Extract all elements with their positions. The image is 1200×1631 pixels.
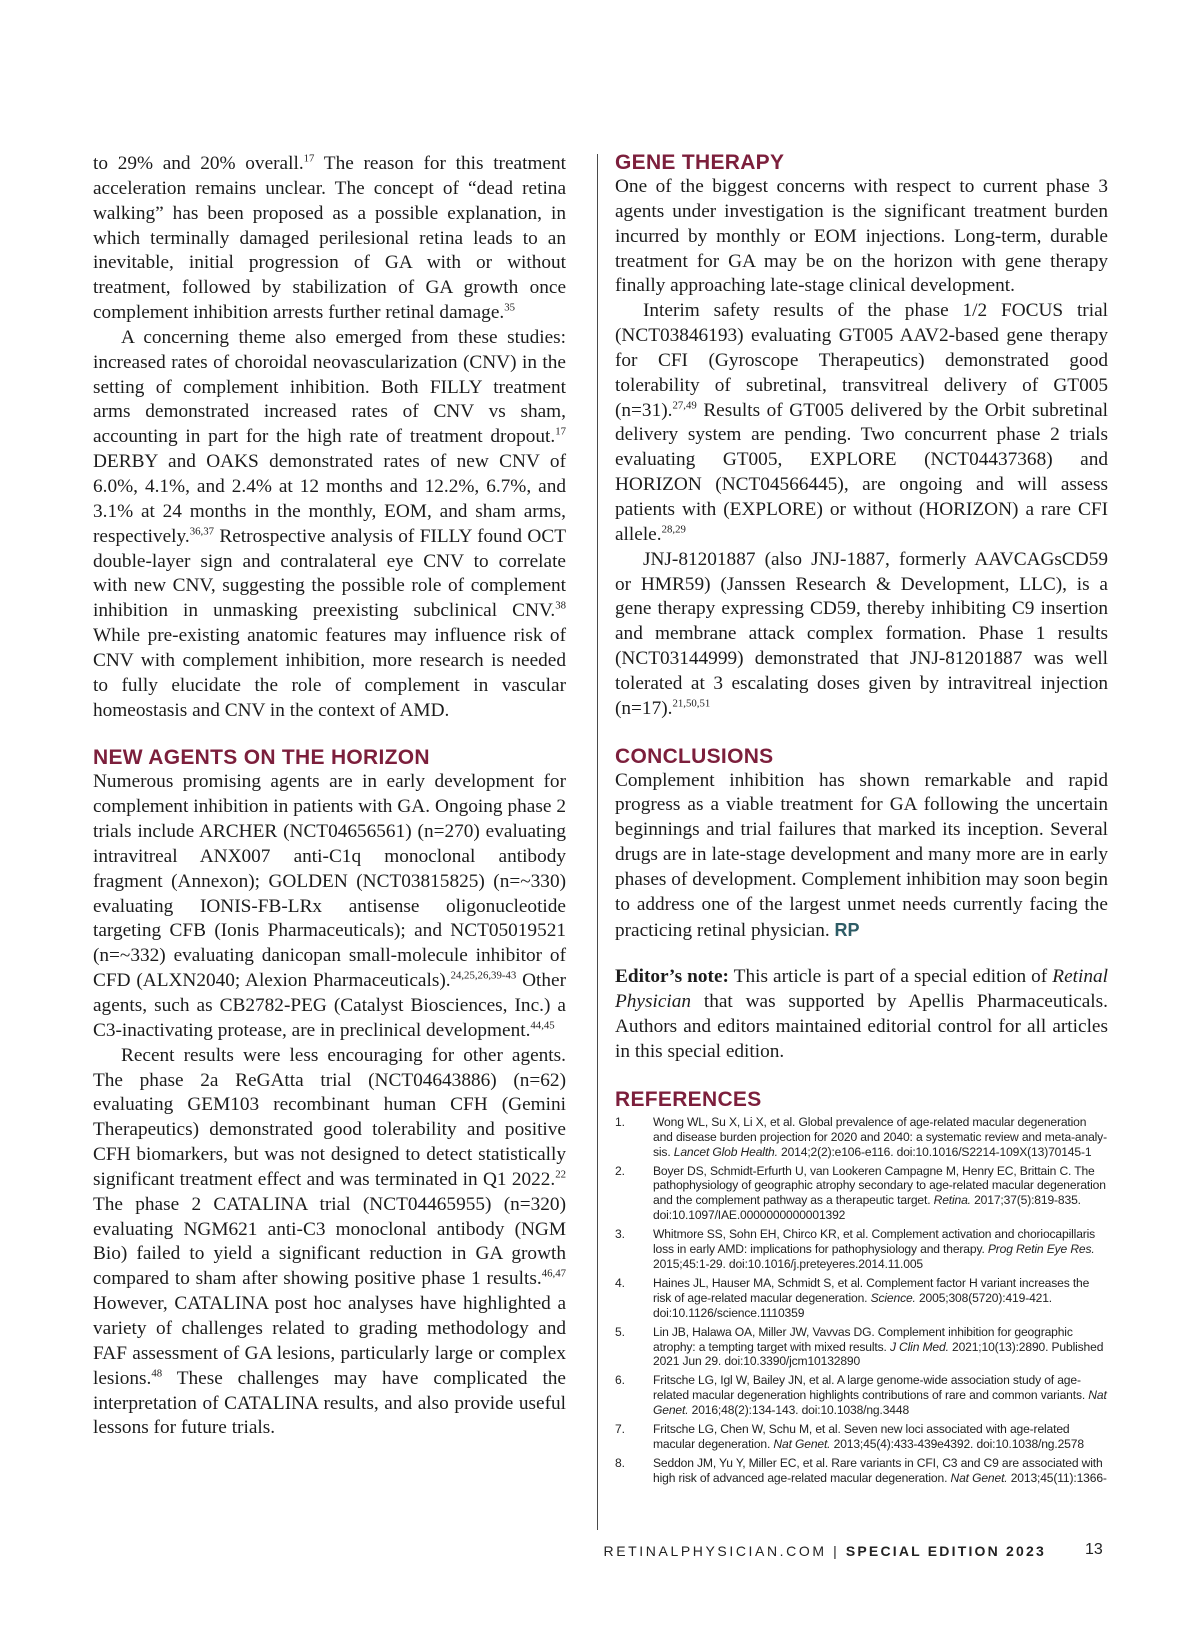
page-footer (0, 1538, 1200, 1562)
left-column (93, 152, 566, 1441)
reference-item: 4. Haines JL, Hauser MA, Schmidt S, et al. Complement factor H variant increases the risk of age-related macular degeneration. Science. 2005;308(5720):419-421. doi:10.1126/science.1110359 (615, 1275, 1090, 1320)
paragraph: A concerning theme also emerged from these studies: increased rates of choroidal neovascularization (CNV) in the setting of complement inhibition. Both FILLY treatment arms demonstrated increased rates of CNV vs sham, accounting in part for the high rate of treatment dropout.$^{17}$ DERBY and OAKS demonstrated rates of new CNV of 6.0%, 4.1%, and 2.4% at 12 months and 12.2%, 6.7%, and 3.1% at 24 months in the monthly, EOM, and sham arms, respectively.$^{36,37}$ Retrospective analysis of FILLY found OCT double-layer sign and contralateral eye CNV to correlate with new CNV, suggesting the possible role of complement inhibition in unmasking preexisting subclinical CNV.$^{38}$ While pre-existing anatomic features may influence risk of CNV with complement inhibition, more research is needed to fully elucidate the role of complement in vascular homeostasis and CNV in the context of AMD. (93, 326, 566, 721)
paragraph: One of the biggest concerns with respect to current phase 3 agents under investigation is the significant treatment burden incurred by monthly or EOM injections. Long-term, durable treatment for GA may be on the horizon with gene therapy finally approaching late-stage clinical development. (615, 176, 1108, 297)
footer-site: RETINALPHYSICIAN.COM | SPECIAL EDITION 2023 (603, 1543, 1046, 1559)
page-number: 13 (1085, 1541, 1103, 1558)
section-heading-new-agents: NEW AGENTS ON THE HORIZON (93, 746, 430, 770)
reference-item: 1. Wong WL, Su X, Li X, et al. Global prevalence of age-related macular degeneration and disease burden projection for 2020 and 2040: a systematic review and meta-analysis. Lancet Glob Health. 2014;2(2):e106-e116. doi:10.1016/S2214-109X(13)70145-1 (615, 1114, 1108, 1159)
reference-item: 2. Boyer DS, Schmidt-Erfurth U, van Lookeren Campagne M, Henry EC, Brittain C. The pathophysiology of geographic atrophy secondary to age-related macular degeneration and the complement pathway as a therapeutic target. Retina. 2017;37(5):819-835. doi:10.1097/IAE.0000000000001392 (615, 1163, 1106, 1223)
editors-note: Editor’s note: This article is part of a special edition of Retinal Physician that was supported by Apellis Pharmaceuticals. Authors and editors maintained editorial control for all articles in this special edition. (615, 966, 1108, 1062)
paragraph: Complement inhibition has shown remarkable and rapid progress as a viable treatment for GA following the uncertain beginnings and trial failures that marked its inception. Several drugs are in late-stage development and many more are in early phases of development. Complement inhibition may soon begin to address one of the largest unmet needs currently facing the practicing retinal physician. RP (615, 769, 1108, 941)
right-column (615, 152, 1108, 1490)
paragraph: to 29% and 20% overall.$^{17}$ The reason for this treatment acceleration remains unclear. The concept of “dead retina walking” has been proposed as a possible explanation, in which terminally damaged perilesional retina leads to an inevitable, initial progression of GA with or without treatment, followed by stabilization of GA growth once complement inhibition arrests further retinal damage.$^{35}$ (93, 152, 567, 324)
paragraph: Recent results were less encouraging for other agents. The phase 2a ReGAtta trial (NCT04643886) (n=62) evaluating GEM103 recombinant human CFH (Gemini Therapeutics) demonstrated good tolerability and positive CFH biomarkers, but was not designed to detect statistically significant treatment effect and was terminated in Q1 2022.22 The phase 2 CATALINA trial (NCT04465955) (n=320) evaluating NGM621 anti-C3 monoclonal antibody (NGM Bio) failed to yield a significant reduction in GA growth compared to sham after showing positive phase 1 results.$^{46,47}$ However, CATALINA post hoc analyses have highlighted a variety of challenges related to grading methodology and FAF assessment of GA lesions, particularly large or complex lesions.$^{48}$ These challenges may have complicated the interpretation of CATALINA results, and also provide useful lessons for future trials. (93, 1044, 566, 1439)
column-divider (597, 154, 598, 1530)
section-heading-conclusions: CONCLUSIONS (615, 744, 774, 768)
section-heading-gene-therapy: GENE THERAPY (615, 151, 785, 174)
reference-item: 7. Fritsche LG, Chen W, Schu M, et al. Seven new loci associated with age-related macular degeneration. Nat Genet. 2013;45(4):433-439e4392. doi:10.1038/ng.2578 (615, 1422, 1084, 1451)
editors-note-label: Editor’s note: (615, 966, 729, 988)
reference-item: 3. Whitmore SS, Sohn EH, Chirco KR, et al. Complement activation and choriocapillaris loss in early AMD: implications for pathophysiology and therapy. Prog Retin Eye Res. 2015;45:1-29. doi:10.1016/j.preteyeres.2014.11.005 (615, 1227, 1096, 1271)
rp-end-mark: RP (834, 919, 860, 940)
paragraph: Interim safety results of the phase 1/2 FOCUS trial (NCT03846193) evaluating GT005 AAV2-based gene therapy for CFI (Gyroscope Therapeutics) demonstrated good tolerability of subretinal, transvitreal delivery of GT005 (n=31).$^{27,49}$ Results of GT005 delivered by the Orbit subretinal delivery system are pending. Two concurrent phase 2 trials evaluating GT005, EXPLORE (NCT04437368) and HORIZON (NCT04566445), are ongoing and will assess patients with (EXPLORE) or without (HORIZON) a rare CFI allele.$^{28,29}$ (615, 300, 1108, 545)
reference-item: 8. Seddon JM, Yu Y, Miller EC, et al. Rare variants in CFI, C3 and C9 are associated with high risk of advanced age-related macular degeneration. Nat Genet. 2013;45(11):1366- (615, 1455, 1107, 1485)
paragraph: JNJ-81201887 (also JNJ-1887, formerly AAVCAGsCD59 or HMR59) (Janssen Research & Development, LLC), is a gene therapy expressing CD59, thereby inhibiting C9 insertion and membrane attack complex formation. Phase 1 results (NCT03144999) demonstrated that JNJ-81201887 was well tolerated at 3 escalating doses given by intravitreal injection (n=17).$^{21,50,51}$ (615, 548, 1108, 719)
reference-item: 5. Lin JB, Halawa OA, Miller JW, Vavvas DG. Complement inhibition for geographic atrophy: a tempting target with mixed results. J Clin Med. 2021;10(13):2890. Published 2021 Jun 29. doi:10.3390/jcm10132890 (615, 1324, 1104, 1369)
reference-item: 6. Fritsche LG, Igl W, Bailey JN, et al. A large genome-wide association study of age-related macular degeneration highlights contributions of rare and common variants. Nat Genet. 2016;48(2):134-143. doi:10.1038/ng.3448 (615, 1373, 1107, 1418)
paragraph: Numerous promising agents are in early development for complement inhibition in patients with GA. Ongoing phase 2 trials include ARCHER (NCT04656561) (n=270) evaluating intravitreal ANX007 anti-C1q monoclonal antibody fragment (Annexon); GOLDEN (NCT03815825) (n=~330) evaluating IONIS-FB-LRx antisense oligonucleotide targeting CFB (Ionis Pharmaceuticals); and NCT05019521 (n=~332) evaluating danicopan small-molecule inhibitor of CFD (ALXN2040; Alexion Pharmaceuticals).$^{24,25,26,39-43}$ Other agents, such as CB2782-PEG (Catalyst Biosciences, Inc.) a C3-inactivating protease, are in preclinical development.$^{44,45}$ (93, 771, 566, 1041)
references-list (615, 1115, 1108, 1486)
section-heading-references: REFERENCES (615, 1087, 762, 1111)
